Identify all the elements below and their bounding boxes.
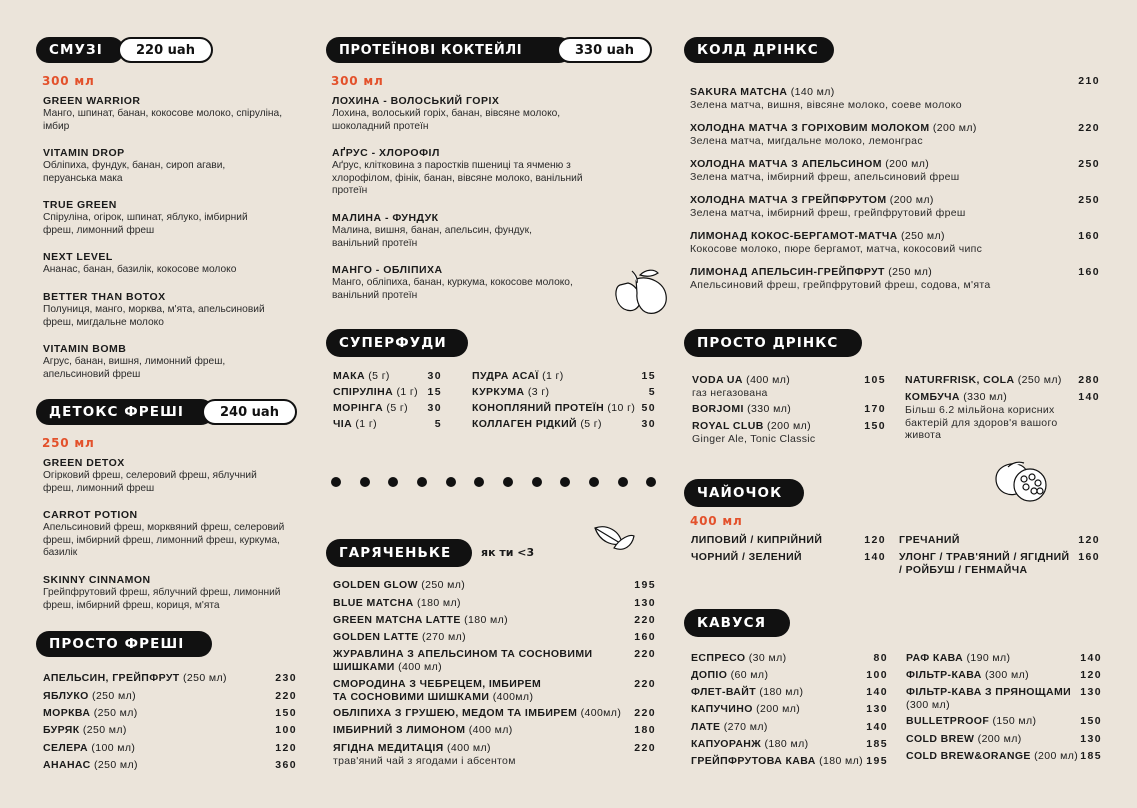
- simple-drink-price: 140: [1078, 391, 1100, 403]
- divider-dot: [446, 477, 456, 487]
- coffee-price: 130: [866, 703, 888, 715]
- cold-row: ХОЛОДНА МАТЧА З ГОРІХОВИМ МОЛОКОМ (200 мл) Зелена матча, мигдальне молоко, лемонграс: [690, 122, 977, 147]
- hot-row: СМОРОДИНА З ЧЕБРЕЦЕМ, ІМБИРЕМ ТА СОСНОВИМИ ШИШКАМИ (400мл): [333, 678, 542, 703]
- divider-dot: [417, 477, 427, 487]
- berry-icon: [990, 455, 1060, 507]
- list-item: BETTER THAN BOTOX Полуниця, манго, морква, м'ята, апельсиновий фреш, мигдальне молоко: [43, 291, 265, 328]
- simple-drink-row: NATURFRISK, COLA (250 мл): [905, 374, 1062, 386]
- detox-volume: 250 мл: [42, 436, 95, 450]
- divider-dot: [560, 477, 570, 487]
- fruit-icon: [610, 265, 672, 317]
- superfood-price: 30: [427, 402, 442, 414]
- tea-row: ЛИПОВИЙ / КИПРІЙНИЙ: [691, 534, 823, 546]
- simple-drink-price: 280: [1078, 374, 1100, 386]
- protein-title: ПРОТЕЇНОВІ КОКТЕЙЛІ: [326, 37, 572, 63]
- coffee-price: 185: [866, 738, 888, 750]
- coffee-price: 140: [866, 721, 888, 733]
- tea-row: ЧОРНИЙ / ЗЕЛЕНИЙ: [691, 551, 803, 563]
- superfood-price: 5: [648, 386, 656, 398]
- superfood-price: 30: [641, 418, 656, 430]
- superfoods-title: СУПЕРФУДИ: [326, 329, 468, 357]
- cold-row: ЛИМОНАД КОКОС-БЕРГАМОТ-МАТЧА (250 мл) Кокосове молоко, пюре бергамот, матча, кокосовий чипс: [690, 230, 983, 255]
- simple-drink-row: VODA UA (400 мл) газ негазована: [692, 374, 791, 399]
- fresh-row: БУРЯК (250 мл): [43, 724, 127, 736]
- fresh-row: АНАНАС (250 мл): [43, 759, 138, 771]
- divider-dot: [646, 477, 656, 487]
- list-item: GREEN DETOX Огірковий фреш, селеровий фреш, яблучний фреш, лимонний фреш: [43, 457, 257, 494]
- cold-row: ХОЛОДНА МАТЧА З АПЕЛЬСИНОМ (200 мл) Зелена матча, імбирний фреш, апельсиновий фреш: [690, 158, 960, 183]
- superfood-price: 5: [434, 418, 442, 430]
- coffee-row: ЛАТЕ (270 мл): [691, 721, 768, 733]
- superfood-row: КОЛЛАГЕН РІДКИЙ (5 г): [472, 418, 602, 430]
- simple-drink-row: ROYAL CLUB (200 мл) Ginger Ale, Tonic Classic: [692, 420, 816, 445]
- coffee-title: КАВУСЯ: [684, 609, 790, 637]
- cold-price: 220: [1078, 122, 1100, 134]
- list-item: ЛОХИНА - ВОЛОСЬКИЙ ГОРІХ Лохина, волоський горіх, банан, вівсяне молоко, шоколадний протеїн: [332, 95, 561, 132]
- divider-dot: [532, 477, 542, 487]
- list-item: SKINNY CINNAMON Грейпфрутовий фреш, яблучний фреш, лимонний фреш, імбирний фреш, кориця, м'ята: [43, 574, 281, 611]
- list-item: TRUE GREEN Спіруліна, огірок, шпинат, яблуко, імбирний фреш, лимонний фреш: [43, 199, 248, 236]
- coffee-price: 130: [1080, 733, 1102, 745]
- fresh-price: 220: [275, 690, 297, 702]
- cold-price: 160: [1078, 230, 1100, 242]
- protein-price: 330 uah: [557, 37, 652, 63]
- divider-dot: [589, 477, 599, 487]
- divider-dot: [474, 477, 484, 487]
- cold-row: ХОЛОДНА МАТЧА З ГРЕЙПФРУТОМ (200 мл) Зелена матча, імбирний фреш, грейпфрутовий фреш: [690, 194, 966, 219]
- tea-row: УЛОНГ / ТРАВ'ЯНИЙ / ЯГІДНИЙ / РОЙБУШ / ГЕНМАЙЧА: [899, 551, 1070, 576]
- coffee-row: РАФ КАВА (190 мл): [906, 652, 1011, 664]
- coffee-row: КАПУЧИНО (200 мл): [691, 703, 801, 715]
- tea-price: 160: [1078, 551, 1100, 563]
- coffee-price: 195: [866, 755, 888, 767]
- smoothies-title: СМУЗІ: [36, 37, 124, 63]
- divider-dot: [503, 477, 513, 487]
- superfood-row: СПІРУЛІНА (1 г): [333, 386, 419, 398]
- coffee-row: ФІЛЬТР-КАВА (300 мл): [906, 669, 1029, 681]
- list-item: АҐРУС - ХЛОРОФІЛ Аґрус, клітковина з паростків пшениці та ячменю з хлорофілом, фінік, банан, вівсяне молоко, ванільний протеїн: [332, 147, 583, 197]
- tea-row: ГРЕЧАНИЙ: [899, 534, 960, 546]
- hot-row: ОБЛІПИХА З ГРУШЕЮ, МЕДОМ ТА ІМБИРЕМ (400мл): [333, 707, 622, 719]
- list-item: NEXT LEVEL Ананас, банан, базилік, кокосове молоко: [43, 251, 237, 275]
- hot-row: GREEN MATCHA LATTE (180 мл): [333, 614, 509, 626]
- coffee-price: 120: [1080, 669, 1102, 681]
- fresh-row: СЕЛЕРА (100 мл): [43, 742, 136, 754]
- coffee-price: 140: [1080, 652, 1102, 664]
- list-item: VITAMIN BOMB Агрус, банан, вишня, лимонний фреш, апельсиновий фреш: [43, 343, 226, 380]
- coffee-row: ЕСПРЕСО (30 мл): [691, 652, 787, 664]
- simple-drink-row: КОМБУЧА (330 мл) Більш 6.2 мільйона корисних бактерій для здоров'я вашого живота: [905, 391, 1058, 442]
- superfood-row: ПУДРА АСАЇ (1 г): [472, 370, 564, 382]
- fresh-price: 360: [275, 759, 297, 771]
- tea-price: 140: [864, 551, 886, 563]
- hot-row: GOLDEN LATTE (270 мл): [333, 631, 466, 643]
- fresh-row: ЯБЛУКО (250 мл): [43, 690, 137, 702]
- cold-price: 210: [1078, 75, 1100, 87]
- superfood-price: 30: [427, 370, 442, 382]
- simple-drinks-title: ПРОСТО ДРІНКС: [684, 329, 862, 357]
- coffee-row: COLD BREW (200 мл): [906, 733, 1022, 745]
- cold-price: 160: [1078, 266, 1100, 278]
- coffee-price: 150: [1080, 715, 1102, 727]
- coffee-price: 100: [866, 669, 888, 681]
- list-item: CARROT POTION Апельсиновий фреш, морквяний фреш, селеровий фреш, імбирний фреш, лимонний фреш, куркума, базилік: [43, 509, 285, 559]
- hot-row: GOLDEN GLOW (250 мл): [333, 579, 466, 591]
- coffee-row: ФЛЕТ-ВАЙТ (180 мл): [691, 686, 804, 698]
- hot-row: ІМБИРНИЙ З ЛИМОНОМ (400 мл): [333, 724, 513, 736]
- fresh-row: АПЕЛЬСИН, ГРЕЙПФРУТ (250 мл): [43, 672, 227, 684]
- tea-volume: 400 мл: [690, 514, 743, 528]
- tea-price: 120: [1078, 534, 1100, 546]
- simple-drink-price: 170: [864, 403, 886, 415]
- hot-price: 220: [634, 678, 656, 690]
- divider-dot: [388, 477, 398, 487]
- hot-price: 195: [634, 579, 656, 591]
- fresh-price: 150: [275, 707, 297, 719]
- hot-price: 130: [634, 597, 656, 609]
- smoothies-price: 220 uah: [118, 37, 213, 63]
- hot-row: ЖУРАВЛИНА З АПЕЛЬСИНОМ ТА СОСНОВИМИ ШИШКАМИ (400 мл): [333, 648, 593, 673]
- smoothies-volume: 300 мл: [42, 74, 95, 88]
- coffee-row: ГРЕЙПФРУТОВА КАВА (180 мл): [691, 755, 864, 767]
- simple-drink-price: 105: [864, 374, 886, 386]
- fresh-title: ПРОСТО ФРЕШІ: [36, 631, 212, 657]
- coffee-price: 130: [1080, 686, 1102, 698]
- coffee-price: 140: [866, 686, 888, 698]
- coffee-price: 185: [1080, 750, 1102, 762]
- divider-dot: [618, 477, 628, 487]
- protein-volume: 300 мл: [331, 74, 384, 88]
- hot-price: 220: [634, 614, 656, 626]
- list-item: GREEN WARRIOR Манго, шпинат, банан, кокосове молоко, спіруліна, імбир: [43, 95, 283, 132]
- superfood-price: 15: [641, 370, 656, 382]
- coffee-row: BULLETPROOF (150 мл): [906, 715, 1037, 727]
- coffee-row: ФІЛЬТР-КАВА З ПРЯНОЩАМИ (300 мл): [906, 686, 1072, 711]
- fresh-price: 230: [275, 672, 297, 684]
- divider-dot: [360, 477, 370, 487]
- cold-price: 250: [1078, 194, 1100, 206]
- hot-price: 220: [634, 742, 656, 754]
- coffee-row: КАПУОРАНЖ (180 мл): [691, 738, 809, 750]
- hot-price: 180: [634, 724, 656, 736]
- coffee-row: COLD BREW&ORANGE (200 мл): [906, 750, 1079, 762]
- fresh-price: 100: [275, 724, 297, 736]
- list-item: МАЛИНА - ФУНДУК Малина, вишня, банан, апельсин, фундук, ванільний протеїн: [332, 212, 532, 249]
- hot-price: 220: [634, 707, 656, 719]
- detox-price: 240 uah: [202, 399, 297, 425]
- detox-title: ДЕТОКС ФРЕШІ: [36, 399, 214, 425]
- coffee-row: ДОПІО (60 мл): [691, 669, 769, 681]
- superfood-price: 50: [641, 402, 656, 414]
- tea-price: 120: [864, 534, 886, 546]
- hot-row: ЯГІДНА МЕДИТАЦІЯ (400 мл) трав'яний чай з ягодами і абсентом: [333, 742, 516, 767]
- hot-tagline: як ти <3: [481, 546, 535, 559]
- superfood-row: МАКА (5 г): [333, 370, 390, 382]
- hot-price: 160: [634, 631, 656, 643]
- list-item: МАНГО - ОБЛІПИХА Манго, обліпиха, банан, куркума, кокосове молоко, ванільний протеїн: [332, 264, 573, 301]
- hot-title: ГАРЯЧЕНЬКЕ: [326, 539, 472, 567]
- superfood-row: КУРКУМА (3 г): [472, 386, 550, 398]
- coffee-price: 80: [873, 652, 888, 664]
- cold-title: КОЛД ДРІНКС: [684, 37, 834, 63]
- simple-drink-price: 150: [864, 420, 886, 432]
- cold-row: SAKURA MATCHA (140 мл) Зелена матча, вишня, вівсяне молоко, соеве молоко: [690, 86, 962, 111]
- hot-price: 220: [634, 648, 656, 660]
- simple-drink-row: BORJOMI (330 мл): [692, 403, 792, 415]
- tea-title: ЧАЙОЧОК: [684, 479, 804, 507]
- hot-row: BLUE MATCHA (180 мл): [333, 597, 461, 609]
- superfood-row: ЧІА (1 г): [333, 418, 377, 430]
- leaf-icon: [592, 522, 636, 556]
- cold-price: 250: [1078, 158, 1100, 170]
- divider-dot: [331, 477, 341, 487]
- cold-row: ЛИМОНАД АПЕЛЬСИН-ГРЕЙПФРУТ (250 мл) Апельсиновий фреш, грейпфрутовий фреш, содова, м'ята: [690, 266, 991, 291]
- superfood-row: МОРІНГА (5 г): [333, 402, 409, 414]
- fresh-row: МОРКВА (250 мл): [43, 707, 138, 719]
- fresh-price: 120: [275, 742, 297, 754]
- list-item: VITAMIN DROP Обліпиха, фундук, банан, сироп агави, перуанська мака: [43, 147, 226, 184]
- superfood-row: КОНОПЛЯНИЙ ПРОТЕЇН (10 г): [472, 402, 636, 414]
- superfood-price: 15: [427, 386, 442, 398]
